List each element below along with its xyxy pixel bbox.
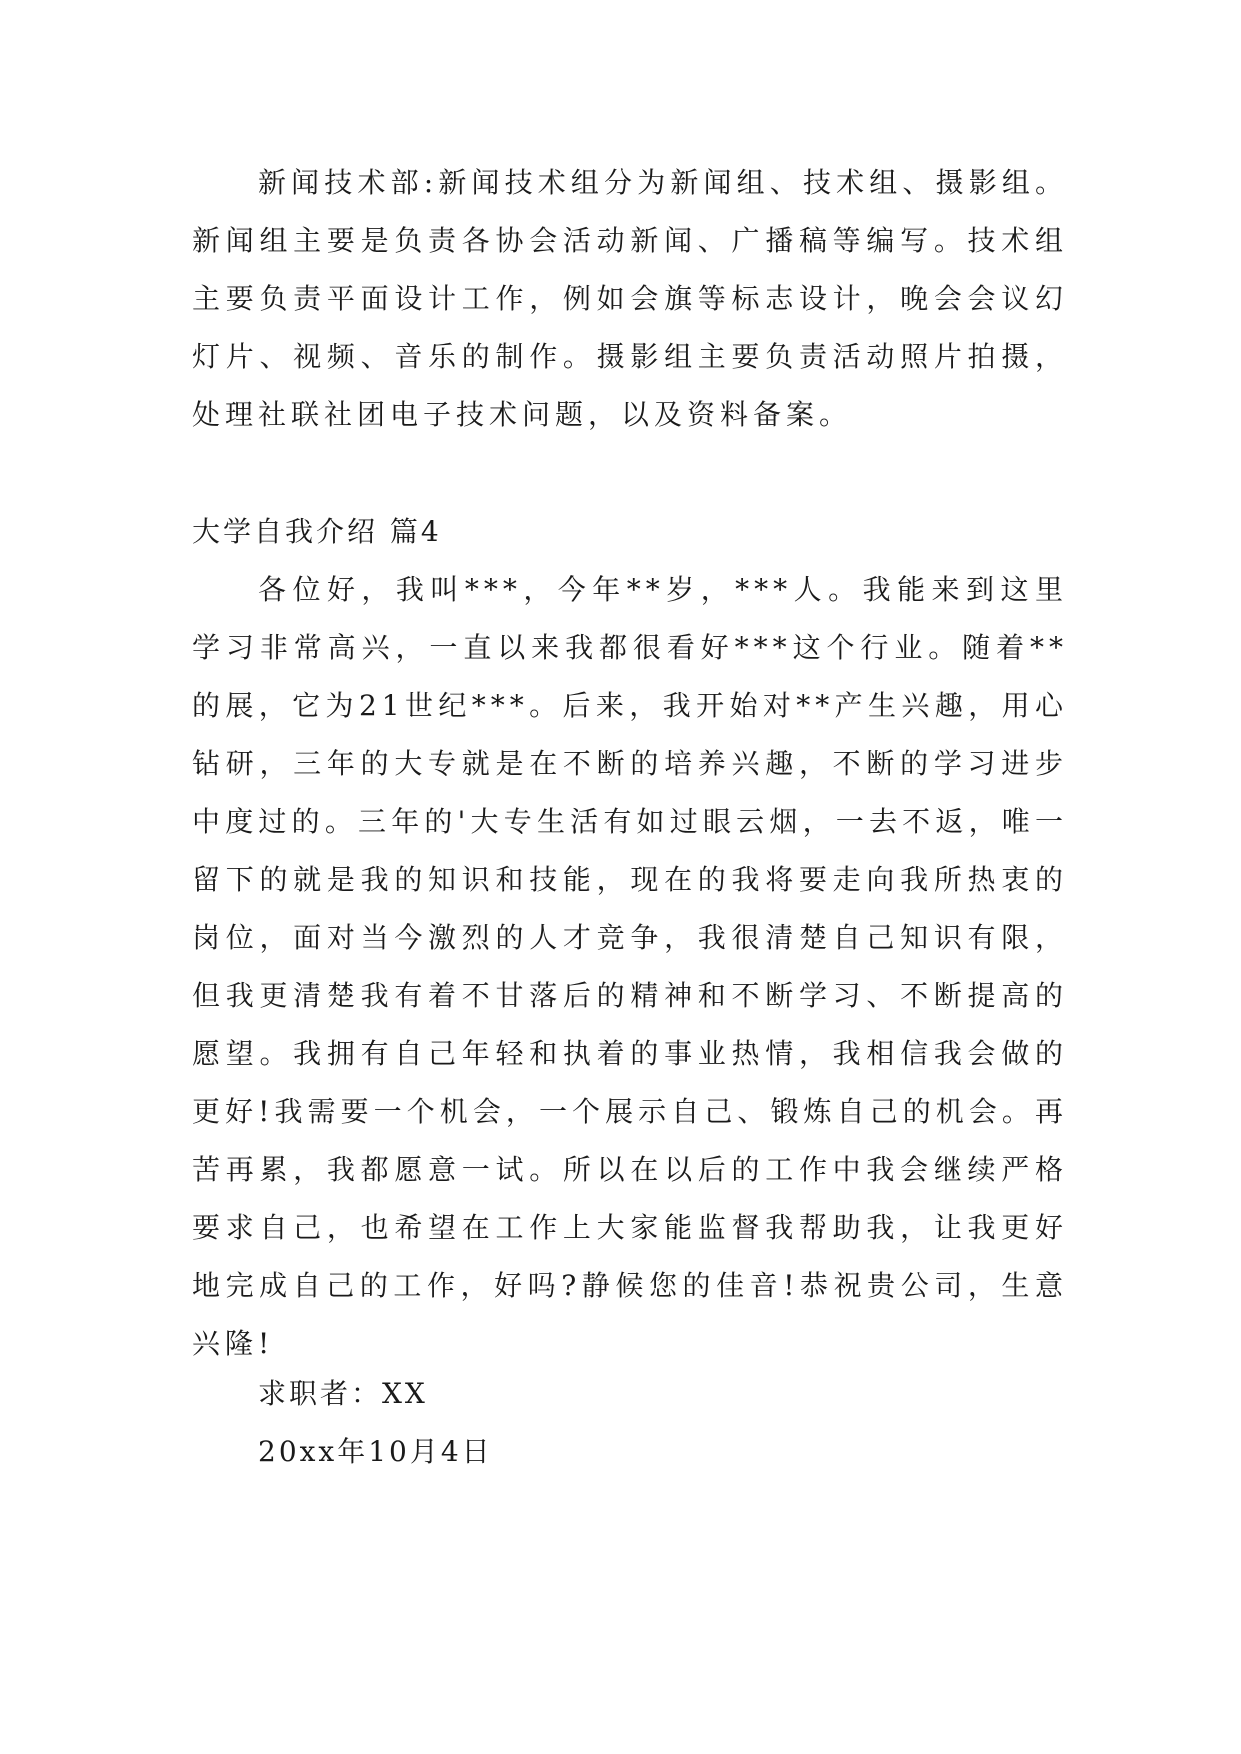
section-heading: 大学自我介绍 篇4 xyxy=(192,515,442,548)
date-line: 20xx年10月4日 xyxy=(258,1435,493,1468)
signer-line: 求职者：XX xyxy=(258,1377,428,1410)
paragraph-self-introduction: 各位好，我叫***，今年**岁，***人。我能来到这里学习非常高兴，一直以来我都很看好***这个行业。随着**的展，它为21世纪***。后来，我开始对**产生兴趣，用心钻研，三年的大专就是在不断的培养兴趣，不断的学习进步中度过的。三年的'大专生活有如过眼云烟，一去不返，唯一留下的就是我的知识和技能，现在的我将要走向我所热衷的岗位，面对当今激烈的人才竞争，我很清楚自己知识有限，但我更清楚我有着不甘落后的精神和不断学习、不断提高的愿望。我拥有自己年轻和执着的事业热情，我相信我会做的更好!我需要一个机会，一个展示自己、锻炼自己的机会。再苦再累，我都愿意一试。所以在以后的工作中我会继续严格要求自己，也希望在工作上大家能监督我帮助我，让我更好地完成自己的工作，好吗?静候您的佳音!恭祝贵公司，生意兴隆! xyxy=(192,573,1068,1360)
paragraph-news-technology-department: 新闻技术部:新闻技术组分为新闻组、技术组、摄影组。新闻组主要是负责各协会活动新闻、广播稿等编写。技术组主要负责平面设计工作，例如会旗等标志设计，晚会会议幻灯片、视频、音乐的制作。摄影组主要负责活动照片拍摄，处理社联社团电子技术问题，以及资料备案。 xyxy=(192,166,1068,431)
